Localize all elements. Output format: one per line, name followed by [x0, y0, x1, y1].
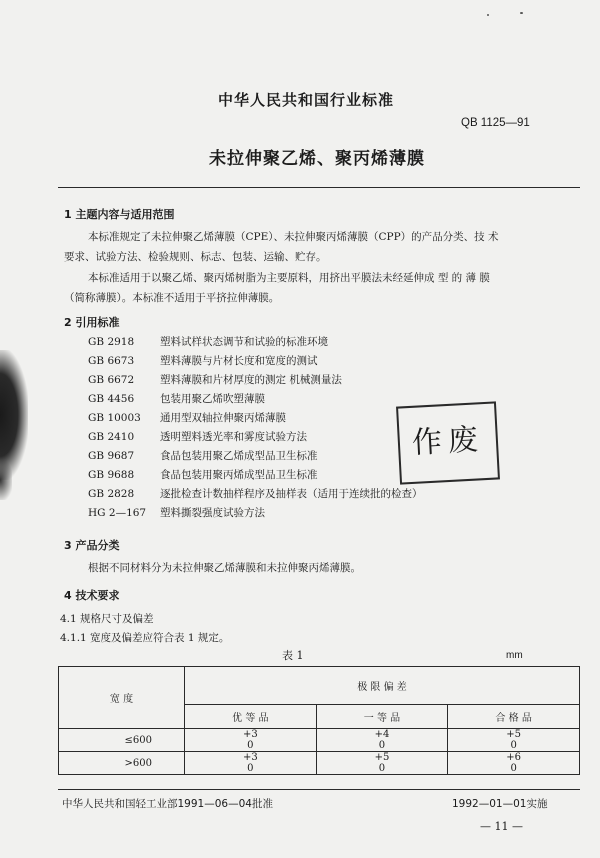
- void-stamp: 作废: [396, 401, 500, 484]
- table-header-deviation: 极 限 偏 差: [185, 667, 580, 705]
- lower-deviation: 0: [378, 763, 386, 774]
- section-4-1-1-text: 4.1.1 宽度及偏差应符合表 1 规定。: [60, 632, 230, 644]
- reference-code: GB 9687: [88, 450, 135, 462]
- upper-deviation: +4: [374, 729, 390, 740]
- table-row-label: ≤600: [59, 729, 185, 752]
- reference-item: [88, 429, 307, 444]
- reference-title: 食品包装用聚乙烯成型品卫生标准: [160, 450, 318, 462]
- header-rule: [58, 187, 580, 188]
- upper-deviation: +3: [242, 752, 258, 763]
- table-header-grade: 一 等 品: [316, 705, 448, 729]
- reference-title: 包装用聚乙烯吹塑薄膜: [160, 393, 265, 405]
- reference-item: [88, 410, 286, 425]
- standard-number: QB 1125—91: [461, 117, 530, 129]
- reference-code: HG 2—167: [88, 507, 147, 519]
- reference-title: 塑料薄膜与片材长度和宽度的测试: [160, 355, 318, 367]
- reference-item: [88, 467, 318, 482]
- table-cell: [316, 729, 448, 752]
- reference-code: GB 4456: [88, 393, 135, 405]
- scan-speck: [487, 14, 489, 16]
- table-caption: 表 1: [282, 649, 304, 662]
- reference-item: [88, 486, 423, 501]
- table-cell: [448, 752, 580, 775]
- reference-code: GB 6672: [88, 374, 135, 386]
- lower-deviation: 0: [510, 740, 517, 751]
- reference-item: [88, 334, 328, 349]
- reference-title: 透明塑料透光率和雾度试验方法: [160, 431, 307, 443]
- page-number: — 11 —: [480, 820, 523, 833]
- upper-deviation: +5: [374, 752, 390, 763]
- section-1-para-2-line-2: （简称薄膜）。本标准不适用于平挤拉伸薄膜。: [64, 292, 280, 304]
- table-header-grade: 优 等 品: [185, 705, 317, 729]
- table-unit: mm: [506, 650, 523, 661]
- lower-deviation: 0: [378, 740, 386, 751]
- scan-speck: [520, 12, 523, 14]
- specification-table: [58, 666, 580, 775]
- table-row: [59, 752, 580, 775]
- reference-title: 塑料试样状态调节和试验的标准环境: [160, 336, 328, 348]
- table-cell: [185, 752, 317, 775]
- reference-title: 食品包装用聚丙烯成型品卫生标准: [160, 469, 318, 481]
- reference-code: GB 2918: [88, 336, 135, 348]
- lower-deviation: 0: [247, 763, 254, 774]
- document-title: 未拉伸聚乙烯、聚丙烯薄膜: [209, 149, 425, 169]
- section-2-heading: 2 引用标准: [64, 316, 120, 329]
- section-1-para-2-line-1: 本标准适用于以聚乙烯、聚丙烯树脂为主要原料，用挤出平膜法未经延伸成 型 的 薄 膜: [88, 272, 490, 284]
- footer-rule: [58, 789, 580, 790]
- table-row: [59, 729, 580, 752]
- reference-code: GB 10003: [88, 412, 141, 424]
- reference-code: GB 2828: [88, 488, 135, 500]
- reference-code: GB 2410: [88, 431, 135, 443]
- approval-line: 中华人民共和国轻工业部1991—06—04批准: [62, 798, 273, 810]
- lower-deviation: 0: [510, 763, 517, 774]
- section-4-heading: 4 技术要求: [64, 589, 120, 602]
- section-1-para-1-line-1: 本标准规定了未拉伸聚乙烯薄膜（CPE）、未拉伸聚丙烯薄膜（CPP）的产品分类、技 术: [88, 231, 499, 243]
- upper-deviation: +3: [242, 729, 258, 740]
- scan-smudge: [0, 460, 12, 500]
- table-cell: [448, 729, 580, 752]
- reference-item: [88, 448, 318, 463]
- table-cell: [316, 752, 448, 775]
- section-4-1-heading: 4.1 规格尺寸及偏差: [60, 613, 154, 625]
- reference-title: 通用型双轴拉伸聚丙烯薄膜: [160, 412, 286, 424]
- upper-deviation: +6: [506, 752, 522, 763]
- reference-item: [88, 353, 318, 368]
- effective-date: 1992—01—01实施: [452, 798, 548, 810]
- table-header-width: 宽 度: [59, 667, 185, 729]
- upper-deviation: +5: [506, 729, 522, 740]
- table-header-grade: 合 格 品: [448, 705, 580, 729]
- section-3-text: 根据不同材料分为未拉伸聚乙烯薄膜和未拉伸聚丙烯薄膜。: [88, 562, 361, 574]
- reference-title: 塑料薄膜和片材厚度的测定 机械测量法: [160, 374, 342, 386]
- reference-title: 逐批检查计数抽样程序及抽样表（适用于连续批的检查）: [160, 488, 423, 500]
- section-3-heading: 3 产品分类: [64, 539, 120, 552]
- lower-deviation: 0: [247, 740, 254, 751]
- org-title: 中华人民共和国行业标准: [218, 91, 395, 109]
- reference-item: [88, 391, 265, 406]
- table-row-label: >600: [59, 752, 185, 775]
- reference-code: GB 9688: [88, 469, 135, 481]
- reference-item: [88, 505, 265, 520]
- reference-code: GB 6673: [88, 355, 135, 367]
- section-1-heading: 1 主题内容与适用范围: [64, 208, 175, 221]
- reference-title: 塑料撕裂强度试验方法: [160, 507, 265, 519]
- table-cell: [185, 729, 317, 752]
- section-1-para-1-line-2: 要求、试验方法、检验规则、标志、包装、运输、贮存。: [64, 251, 327, 263]
- reference-item: [88, 372, 342, 387]
